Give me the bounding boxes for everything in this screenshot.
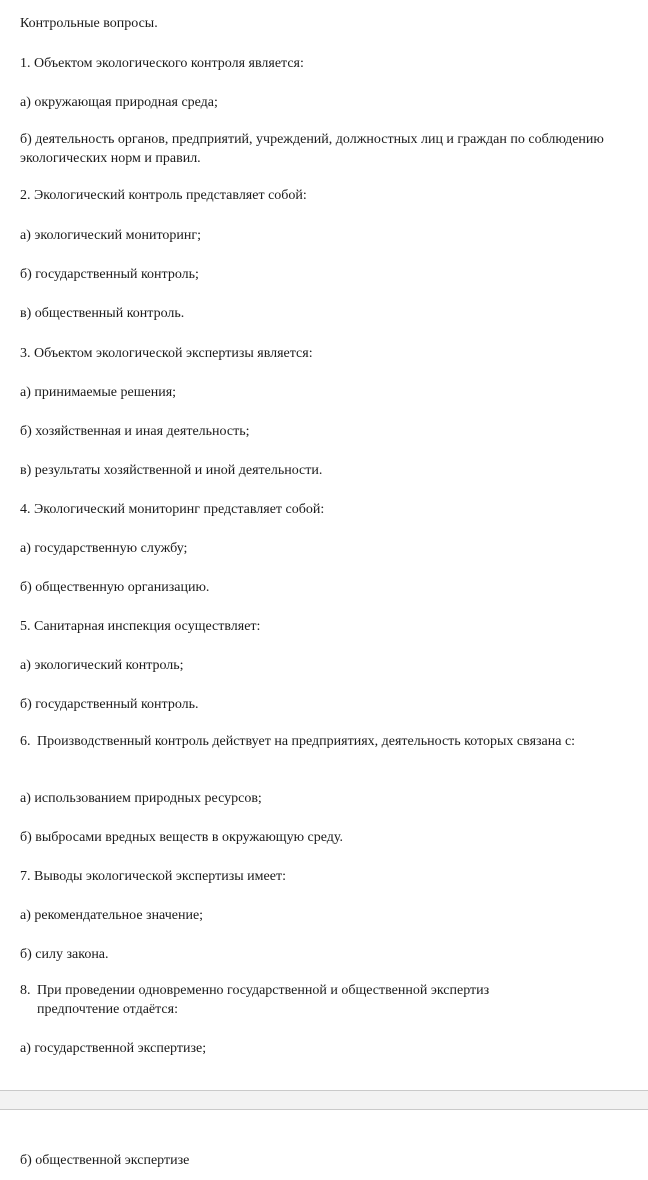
answer-5a: а) экологический контроль; — [20, 658, 184, 673]
question-3: 3. Объектом экологической экспертизы является: — [20, 346, 313, 361]
answer-1a: а) окружающая природная среда; — [20, 95, 218, 110]
question-5: 5. Санитарная инспекция осуществляет: — [20, 619, 261, 634]
document-page-2 — [0, 1110, 648, 1180]
answer-6a: а) использованием природных ресурсов; — [20, 791, 262, 806]
answer-5b: б) государственный контроль. — [20, 697, 199, 712]
answer-1b: б) деятельность органов, предприятий, учреждений, должностных лиц и граждан по соблюдению экологических норм и правил. — [20, 132, 604, 166]
question-2: 2. Экологический контроль представляет собой: — [20, 188, 307, 203]
answer-6b: б) выбросами вредных веществ в окружающую среду. — [20, 830, 344, 845]
question-8-number: 8. — [20, 983, 31, 998]
answer-7a: а) рекомендательное значение; — [20, 908, 204, 923]
question-6 — [20, 732, 642, 751]
answer-3c: в) результаты хозяйственной и иной деятельности. — [20, 463, 323, 478]
answer-3a: а) принимаемые решения; — [20, 385, 177, 400]
page-break — [0, 1090, 648, 1110]
answer-4b: б) общественную организацию. — [20, 580, 210, 595]
answer-2c: в) общественный контроль. — [20, 306, 185, 321]
question-8 — [20, 981, 560, 1019]
question-6-number: 6. — [20, 734, 31, 749]
document-heading: Контрольные вопросы. — [20, 16, 158, 31]
answer-7b: б) силу закона. — [20, 947, 109, 962]
question-8-text: При проведении одновременно государственной и общественной экспертиз предпочтение отдаётся: — [37, 983, 490, 1017]
question-7: 7. Выводы экологической экспертизы имеет: — [20, 869, 286, 884]
answer-2b: б) государственный контроль; — [20, 267, 199, 282]
answer-2a: а) экологический мониторинг; — [20, 228, 202, 243]
question-4: 4. Экологический мониторинг представляет собой: — [20, 502, 325, 517]
answer-3b: б) хозяйственная и иная деятельность; — [20, 424, 250, 439]
question-1: 1. Объектом экологического контроля является: — [20, 56, 304, 71]
answer-8b: б) общественной экспертизе — [20, 1153, 190, 1168]
answer-4a: а) государственную службу; — [20, 541, 188, 556]
answer-8a: а) государственной экспертизе; — [20, 1041, 207, 1056]
question-6-text: Производственный контроль действует на предприятиях, деятельность которых связана с: — [37, 734, 576, 749]
